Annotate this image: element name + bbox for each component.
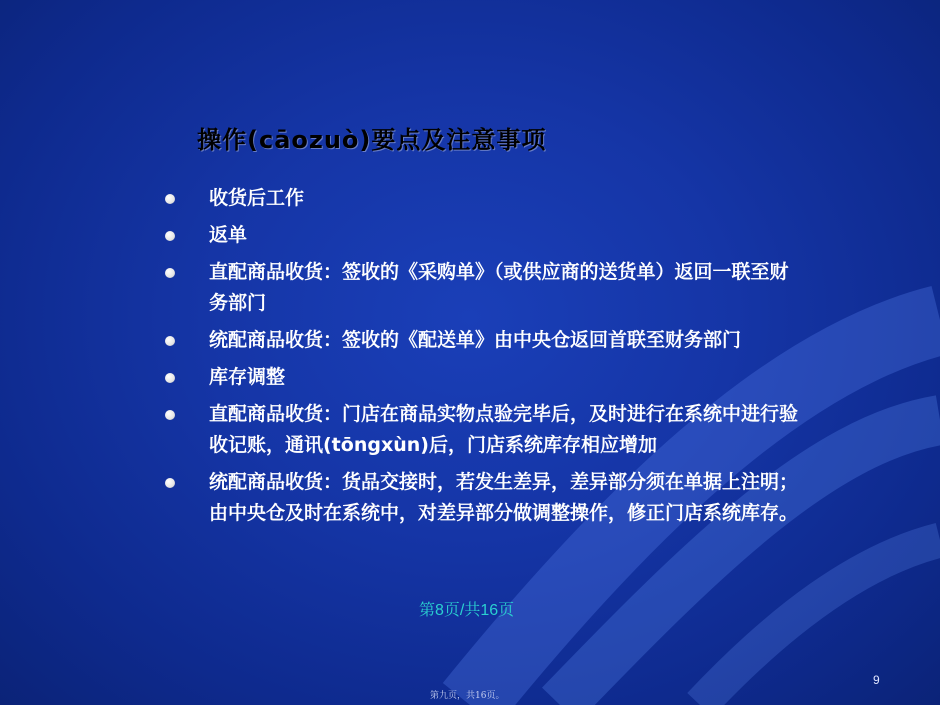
bullet-dot-icon [165, 194, 175, 204]
bullet-dot-icon [165, 231, 175, 241]
bullet-dot-icon [165, 268, 175, 278]
bullet-item [160, 183, 800, 214]
bullet-list [160, 183, 800, 535]
bullet-text: 库存调整 [209, 366, 286, 388]
bullet-item [160, 399, 800, 461]
bullet-text: 统配商品收货：货品交接时，若发生差异，差异部分须在单据上注明；由中央仓及时在系统中，对差异部分做调整操作，修正门店系统库存。 [209, 471, 799, 524]
bullet-dot-icon [165, 478, 175, 488]
footer-text: 第九页，共16页。 [430, 691, 505, 701]
bullet-item [160, 325, 800, 356]
bullet-text: 直配商品收货：签收的《采购单》（或供应商的送货单）返回一联至财务部门 [209, 261, 789, 314]
bullet-text: 统配商品收货：签收的《配送单》由中央仓返回首联至财务部门 [209, 329, 742, 351]
bullet-item [160, 220, 800, 251]
slide-title: 操作(cāozuò)要点及注意事项 [197, 126, 547, 154]
bullet-dot-icon [165, 373, 175, 383]
bullet-text: 收货后工作 [209, 187, 305, 209]
bullet-text: 返单 [209, 224, 248, 246]
bullet-item [160, 362, 800, 393]
page-indicator: 第8页/共16页 [419, 602, 515, 619]
bullet-item [160, 467, 800, 529]
bullet-item [160, 257, 800, 319]
bullet-text: 直配商品收货：门店在商品实物点验完毕后，及时进行在系统中进行验收记账，通讯(tōngxùn)后，门店系统库存相应增加 [209, 403, 799, 456]
slide-number: 9 [873, 673, 880, 687]
bullet-dot-icon [165, 336, 175, 346]
bullet-dot-icon [165, 410, 175, 420]
